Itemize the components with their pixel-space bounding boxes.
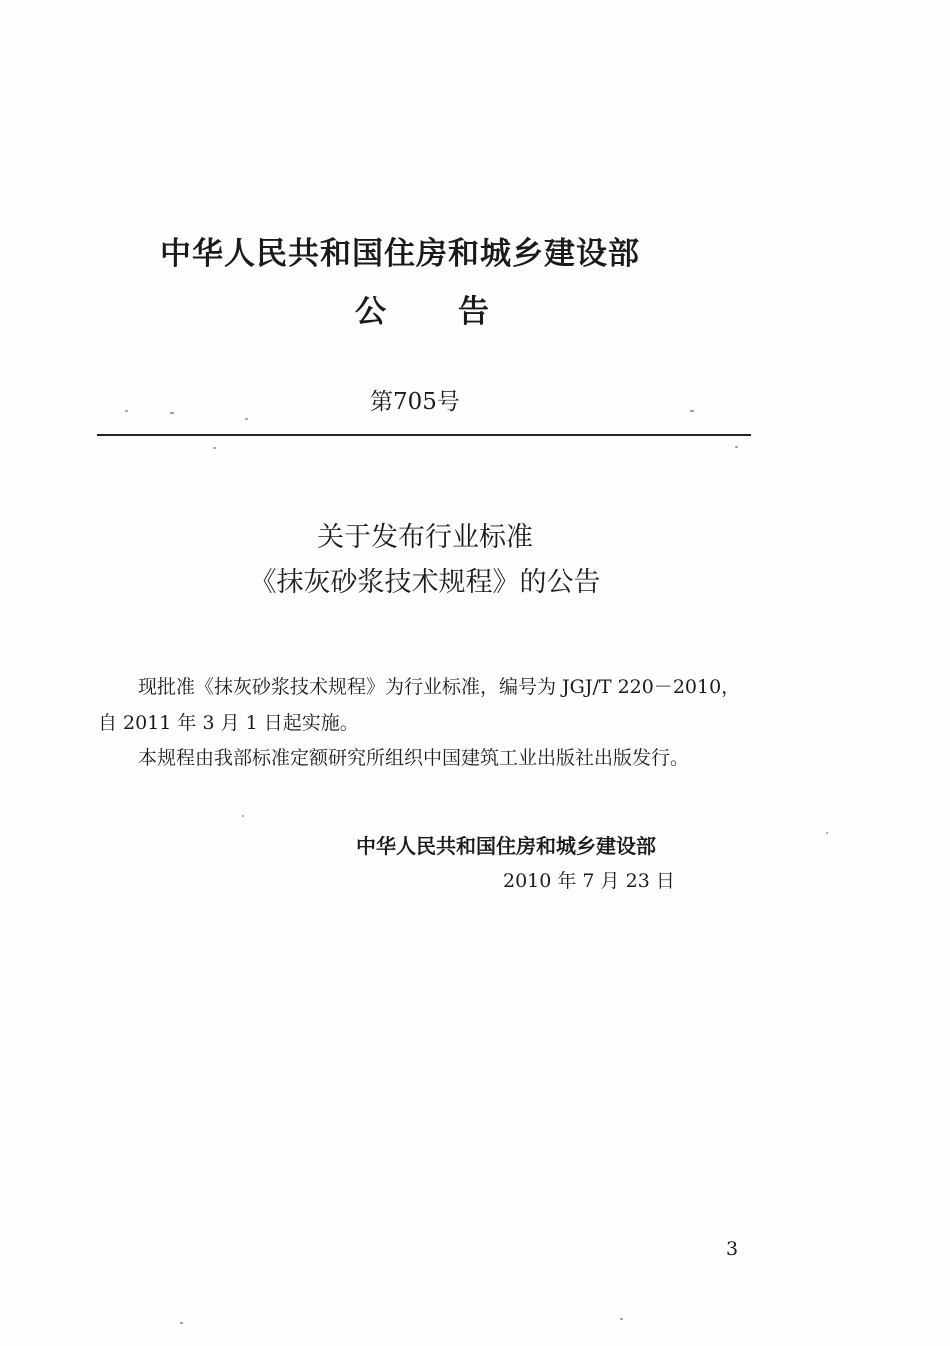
signature-organization: 中华人民共和国住房和城乡建设部 bbox=[356, 834, 656, 858]
scan-speck bbox=[213, 447, 216, 449]
scan-speck bbox=[125, 410, 128, 412]
scan-speck bbox=[180, 1322, 183, 1324]
paragraph-text: 本规程由我部标准定额研究所组织中国建筑工业出版社出版发行。 bbox=[138, 747, 690, 769]
ministry-name: 中华人民共和国住房和城乡建设部 bbox=[160, 236, 640, 272]
scan-speck bbox=[245, 418, 248, 420]
signature-date: 2010 年 7 月 23 日 bbox=[503, 870, 675, 892]
scan-speck bbox=[690, 410, 694, 412]
scan-speck bbox=[170, 412, 174, 414]
page-number: 3 bbox=[726, 1238, 739, 1260]
header-divider bbox=[97, 434, 751, 436]
paragraph-text: 现批准《抹灰砂浆技术规程》为行业标准，编号为 JGJ/T 220－2010，自 2011 年 3 月 1 日起实施。 bbox=[98, 676, 741, 734]
scan-speck bbox=[620, 1318, 623, 1320]
scan-speck bbox=[242, 815, 244, 817]
announcement-heading: 公告 bbox=[355, 294, 561, 330]
notice-title-line2: 《抹灰砂浆技术规程》的公告 bbox=[249, 567, 601, 598]
body-paragraph-2 bbox=[98, 721, 758, 795]
scan-speck bbox=[826, 832, 828, 834]
scan-speck bbox=[735, 446, 738, 448]
notice-title-line1: 关于发布行业标准 bbox=[317, 522, 533, 553]
document-number: 第705号 bbox=[370, 389, 460, 415]
